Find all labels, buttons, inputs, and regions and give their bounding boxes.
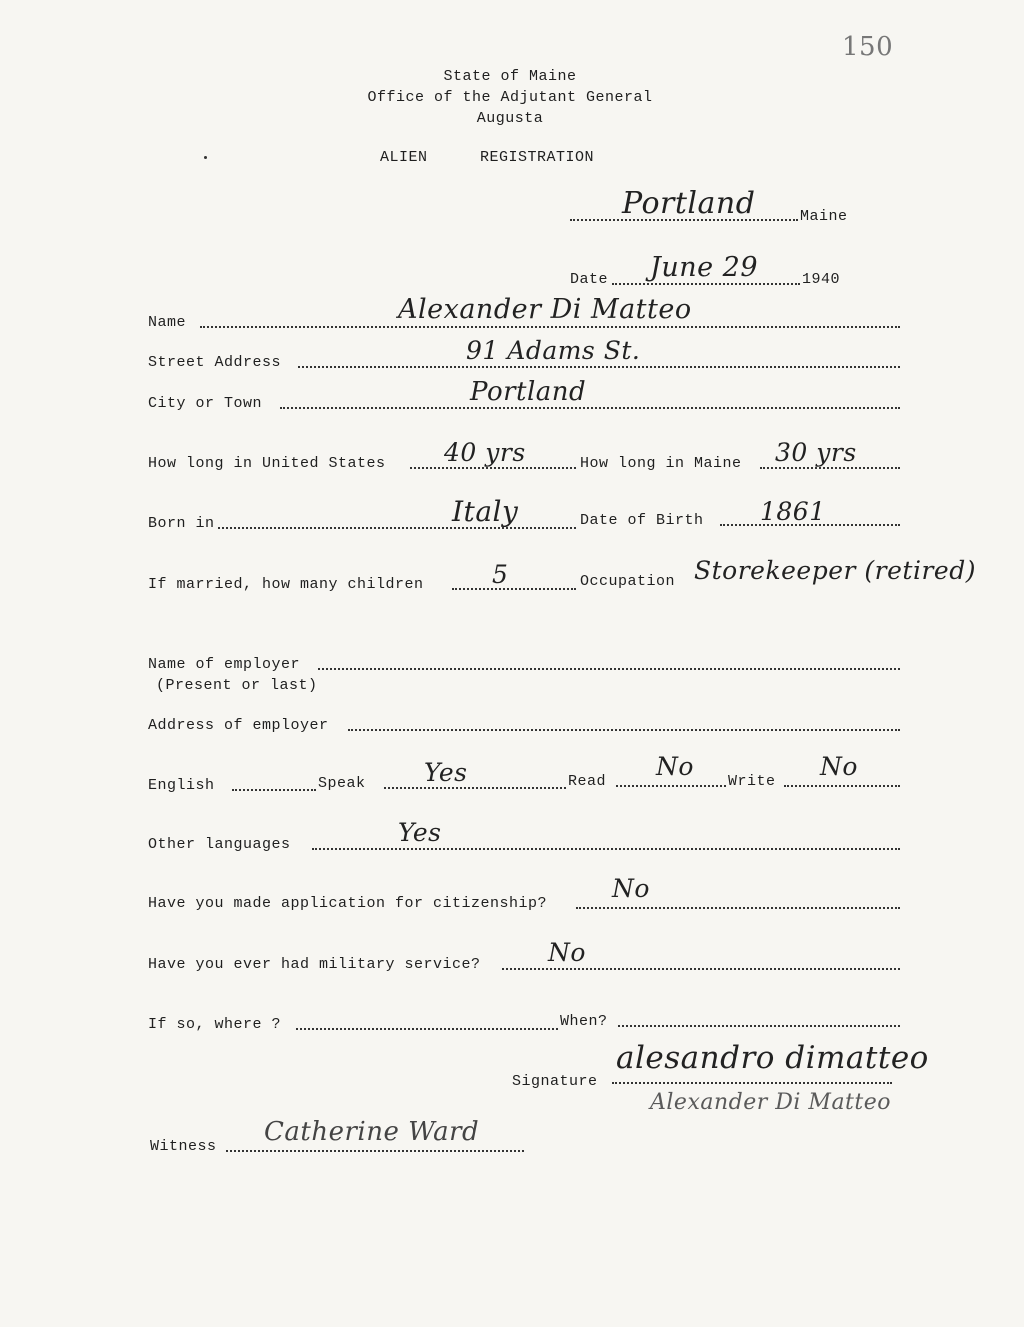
- read-label: Read: [568, 773, 607, 790]
- witness-label: Witness: [150, 1138, 217, 1155]
- other-languages-dots: [312, 848, 900, 850]
- english-label: English: [148, 777, 215, 794]
- citizenship-value: No: [612, 874, 650, 903]
- when-dots: [618, 1025, 900, 1027]
- where-label: If so, where ?: [148, 1016, 282, 1033]
- signature-label: Signature: [512, 1073, 598, 1090]
- date-value: June 29: [650, 252, 759, 283]
- military-label: Have you ever had military service?: [148, 956, 481, 973]
- header-city: Augusta: [476, 110, 544, 127]
- read-value: No: [656, 752, 694, 781]
- born-value: Italy: [452, 495, 519, 528]
- stray-mark: [204, 156, 207, 159]
- children-value: 5: [492, 560, 509, 589]
- witness-dots: [226, 1150, 524, 1152]
- city-label: City or Town: [148, 395, 263, 412]
- other-languages-label: Other languages: [148, 836, 291, 853]
- signature-value: alesandro dimatteo: [616, 1040, 929, 1076]
- employer-dots: [318, 668, 900, 670]
- header-title-alien: ALIEN: [380, 149, 428, 166]
- name-value: Alexander Di Matteo: [398, 294, 692, 325]
- place-value: Portland: [622, 186, 756, 221]
- city-dots: [280, 407, 900, 409]
- signature-printed-name: Alexander Di Matteo: [650, 1090, 892, 1115]
- maine-years-dots: [760, 467, 900, 469]
- employer-address-label: Address of employer: [148, 717, 329, 734]
- speak-dots: [384, 787, 566, 789]
- header-state: State of Maine: [443, 68, 577, 85]
- children-dots: [452, 588, 576, 590]
- where-dots: [296, 1028, 558, 1030]
- date-year: 1940: [802, 271, 841, 288]
- born-label: Born in: [148, 515, 215, 532]
- military-dots: [502, 968, 900, 970]
- born-dots: [218, 527, 576, 529]
- witness-value: Catherine Ward: [264, 1117, 480, 1147]
- write-label: Write: [728, 773, 776, 790]
- children-label: If married, how many children: [148, 576, 424, 593]
- street-dots: [298, 366, 900, 368]
- name-label: Name: [148, 314, 187, 331]
- military-value: No: [548, 938, 586, 967]
- employer-sublabel: (Present or last): [156, 677, 318, 694]
- occupation-value: Storekeeper (retired): [694, 556, 976, 585]
- employer-address-dots: [348, 729, 900, 731]
- employer-label: Name of employer: [148, 656, 301, 673]
- date-dots: [612, 283, 800, 285]
- citizenship-dots: [576, 907, 900, 909]
- date-label: Date: [570, 271, 609, 288]
- english-dots-1: [232, 789, 316, 791]
- read-dots: [616, 785, 726, 787]
- header-title-registration: REGISTRATION: [480, 149, 595, 166]
- write-dots: [784, 785, 900, 787]
- us-years-dots: [410, 467, 576, 469]
- dob-value: 1861: [760, 497, 826, 526]
- when-label: When?: [560, 1013, 608, 1030]
- maine-years-label: How long in Maine: [580, 455, 742, 472]
- name-dots: [200, 326, 900, 328]
- occupation-label: Occupation: [580, 573, 676, 590]
- signature-dots: [612, 1082, 892, 1084]
- city-value: Portland: [470, 377, 587, 407]
- header-office: Office of the Adjutant General: [367, 89, 653, 106]
- street-label: Street Address: [148, 354, 282, 371]
- dob-label: Date of Birth: [580, 512, 704, 529]
- corner-number: 150: [842, 32, 894, 62]
- street-value: 91 Adams St.: [466, 336, 641, 365]
- us-years-label: How long in United States: [148, 455, 386, 472]
- speak-value: Yes: [424, 758, 468, 787]
- write-value: No: [820, 752, 858, 781]
- speak-label: Speak: [318, 775, 366, 792]
- place-suffix: Maine: [800, 208, 848, 225]
- maine-years-value: 30 yrs: [775, 438, 857, 467]
- other-languages-value: Yes: [398, 818, 442, 847]
- citizenship-label: Have you made application for citizenship?: [148, 895, 548, 912]
- us-years-value: 40 yrs: [444, 438, 526, 467]
